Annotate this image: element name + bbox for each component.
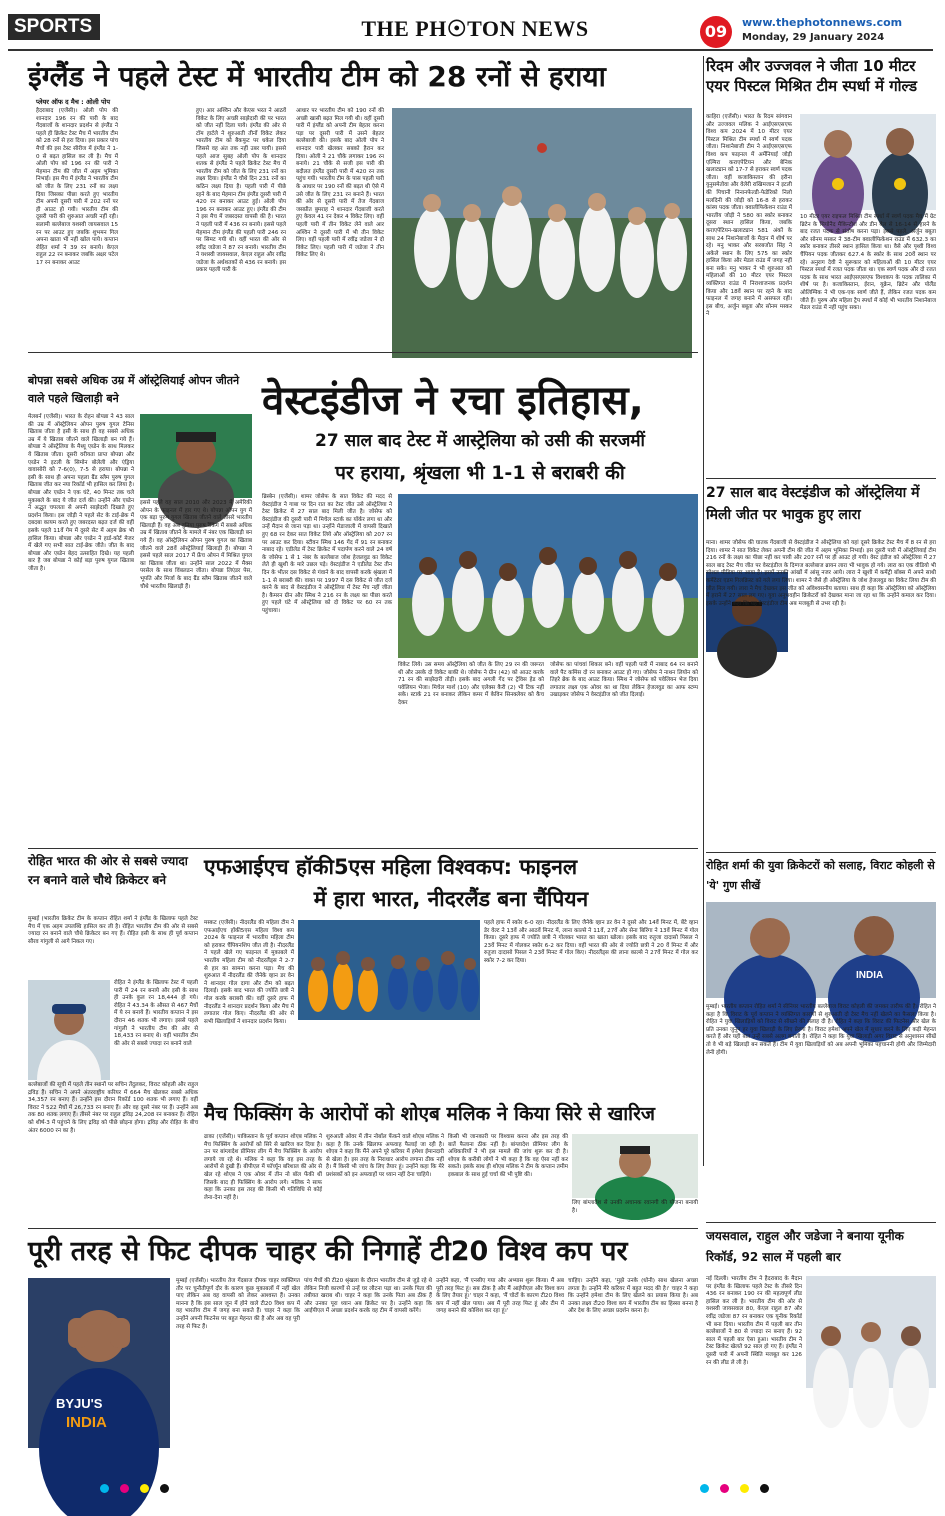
masthead-logo: THE PH☉TON NEWS [361,16,589,41]
england-headline: इंग्लैंड ने पहले टेस्ट में भारतीय टीम को 28 रनों से हराया [28,60,606,93]
westindies-col-3: जोसेफ का पांचवां शिकार बने। वहीं पहली पारी में नाबाद 64 रन बनाने वाले पैट कमिंस दो रन बनाकर आउट हो गए। जोसेफ ने नाथन लियोन को तिहरे ब्रेक के बाद आउट किया। स्मिथ ने जोसेफ को पवेलियन भेज दिया लगातार लक्ष्य एक ओवर का था दिया लेकिन हेजलवुड का आफ स्टम्प उखाड़कर जोसेफ ने वेस्टइंडीज को जीत दिलाई। [550,662,698,699]
england-col-3: आधार पर भारतीय टीम को 190 रनों की अच्छी खासी बढ़त मिल गयी थी। वहीं दूसरी पारी में इंग्लैंड को अपनी टीम बेहतर करना पड़ा पर दूसरी पारी में उसने बेहतर बल्लेबाजी की। इसके बाद ओली पोप ने शानदार पारी खेलकर सबको हैरान कर दिया। ओली ने 21 चौके लगाकर 196 रन बनाये। 21 चौके से सजी इस पारी की बदौलत इंग्लैंड दूसरी पारी में 420 रन तक पहुंच गयी। भारतीय टीम के पास पहली पारी के आधार पर 190 रनों की बढ़त थी ऐसे में उसे जीत के लिए 231 रन बनाने हैं। भारत की ओर से दूसरी पारी में तेज गेंदबाज जसप्रीत बुमराह ने शानदार गेंदबाजी करते हुए केवल 41 रन देकर 4 विकेट लिए। वहीं पहली पारी में तीन विकेट लेने वाले आर अश्विन ने दूसरी पारी में भी तीन विकेट लिए। वहीं पहली पारी में रवींद्र जडेजा ने दो विकेट लिए। पहली पारी में जडेजा ने तीन विकेट लिए थे। [296,108,384,259]
cyan-mark-icon [700,1484,709,1493]
england-col-1: हैदराबाद (एजेंसी)। ओली पोप की शानदार 196 रन की पारी के बाद गेंदबाजों के शानदार प्रदर्शन से इंग्लैंड ने पहले ही क्रिकेट टेस्ट मैच में भारतीय टीम को 28 रनों से हरा दिया। इस प्रकार पांच मैचों की इस टेस्ट सीरीज में इंग्लैंड ने 1-0 से बढ़त हासिल कर ली है। मैच में ओली पोप को 196 रन की पारी ने मेहमान टीम की जीत में अहम भूमिका निभाई। इस मैच में इंग्लैंड ने भारतीय टीम को जीत के लिए 231 रनों का लक्ष्य दिया जिसका पीछा करते हुए भारतीय टीम अपनी दूसरी पारी में 202 रनों पर ही आउट हो गयी। भारतीय टीम की दूसरी पारी की शुरुआत अच्छी नहीं रही। सलामी बल्लेबाज यशस्वी जायसवाल 15 रन पर आउट हुए जबकि शुभमन गिल अपना खाता भी नहीं खोल पाये। कप्तान रोहित शर्मा ने 39 रन बनाये। केएल राहुल 22 रन बनाकर जबकि अक्षर पटेल 17 रन बनाकर आउट [36,108,118,266]
jaiswal-trio-photo [806,1276,936,1388]
westindies-col-2: विकेट लिये। उस समय ऑस्ट्रेलिया को जीत के लिए 29 रन की जरूरत थी और उसके दो विकेट बाकी थे। जोसेफ ने ग्रीन (42) को आउट करके 71 रन की साझेदारी तोड़ी। इसके बाद अगली गेंद पर ट्रेविस हेड को पवेलियन भेजा। मिचेल मार्श (10) और एलेक्स कैरी (2) भी टिक नहीं सके। स्टार्क 21 रन बनाकर लेकिन कमर में केविन सिनक्लेयर को कैच देकर [398,662,544,706]
rohit-record-body: बल्लेबाजों की सूची में पहले तीन स्थानों पर सचिन तेंदुलकर, विराट कोहली और राहुल द्रविड़ हैं। सचिन ने अपने अंतरराष्ट्रीय करियर में 664 मैच खेलकर सबसे अधिक 34,357 रन बनाए हैं। उन्होंने इस दौरान रिकॉर्ड 100 शतक भी लगाए हैं। वहीं विराट ने 522 मैचों में 26,733 रन बनाए हैं। और वह दूसरे नंबर पर हैं। उन्होंने अब तक 80 शतक लगाए हैं। तीसरे नंबर पर राहुल द्रविड़ 24,208 रन बनाकर हैं। रोहित को शीर्ष-3 में पहुंचने के लिए द्रविड़ को पीछे छोड़ना होगा। द्रविड़ और रोहित के बीच अंतर 6000 रन का है। [28,1082,198,1134]
chahar-col-3: उन्होंने कहा, 'मैं एनसीए गया और अभ्यास शुरू किया। मैं अब पूरी तरह फिट हूं। सब ठीक है और मैं आईपीएल और विश्व कप के लिए तैयार हूं।' चाहर ने कहा, 'मैं चोटों के कारण टी20 विश्व कप में नहीं खेल पाया। अब मैं पूरी तरह फिट हूं और टीम में जगह बनाने की कोशिश कर रहा हूं।' [436,1278,564,1315]
chahar-jersey-country: INDIA [66,1414,107,1431]
shoaib-headline: मैच फिक्सिंग के आरोपों को शोएब मलिक ने किया सिरे से खारिज [204,1103,655,1125]
color-registration-marks-right [700,1478,775,1497]
yellow-mark-icon [140,1484,149,1493]
shooters-photo [800,114,936,210]
westindies-col-1: ब्रिस्बेन (एजेंसी)। शामर जोसेफ के सात विकेट की मदद से वेस्टइंडीज ने गाबा पर दिन रात का टेस्ट जीत उसे ऑस्ट्रेलिया ने टेस्ट क्रिकेट में 27 साल बाद मिली जीत है। जोसेफ को वेस्टइंडीज की दूसरी पारी में मिचेल स्टार्क का यॉर्कर लगा था और उन्हें मैदान से जाना पड़ा था। उन्होंने मेडाजाली में वापसी दिखाते हुए 68 रन देकर सात विकेट लिये और ऑस्ट्रेलिया को 207 रन पर आउट कर दिया। स्टीवन स्मिथ 146 गेंद में 91 रन बनाकर नाबाद रहे। एडीलेड में टेस्ट क्रिकेट में पदार्पण करने वाले 24 वर्ष के जोसेफ 1 से 1 नंबर के बल्लेबाज जोश हेजलवुड का विकेट लेते ही खुशी के मारे उछल पड़े। वेस्टइंडीज ने एडीलेड टेस्ट तीन दिन के भीतर दस विकेट से गंवाने के बाद वापसी करके श्रृंखला में 1-1 से बराबरी की। वाका पर 1997 में दस विकेट से जीत दर्ज करने के बाद से वेस्टइंडीज ने ऑस्ट्रेलिया में टेस्ट मैच नहीं जीता है। कैमरन ग्रीन और स्मिथ ने 216 रन के लक्ष्य का पीछा करते हुए पहले घंटे में ऑस्ट्रेलिया को दो विकेट पर 60 रन तक पहुंचाया। [262,494,392,614]
rohit-record-side: रोहित ने इंग्लैंड के खिलाफ टेस्ट में पहली पारी में 24 रन बनाये और इसी के साथ ही उनके कुल रन 18,444 हो गये। रोहित ने 43.34 के औसत से 467 मैचों में ये रन बनाये हैं। भारतीय कप्तान ने इस दौरान 46 शतक भी लगाए। इससे पहले गांगुली ने भारतीय टीम की ओर से 18,433 रन बनाए थे। वहीं भारतीय टीम की ओर से सबसे ज्यादा रन बनाने वाले [114,980,198,1047]
hockey-headline-1: एफआईएच हॉकी5एस महिला विश्वकप: फाइनल [204,855,578,879]
issue-date: Monday, 29 January 2024 [742,32,885,43]
jaiswal-body: नई दिल्ली। भारतीय टीम ने हैदराबाद के मैदान पर इंग्लैंड के खिलाफ पहले टेस्ट के तीसरे दिन 436 रन बनाकर 190 रन की महत्वपूर्ण लीड हासिल कर ली है। भारतीय टीम की ओर से यशस्वी जायसवाल 80, केएल राहुल 87 और रवींद्र जडेजा 87 रन बनाकर एक यूनीक रिकॉर्ड भी बना दिया। भारतीय टीम में पहली बार तीन बल्लेबाजों ने 80 से ज्यादा रन बनाए हैं। 92 साल में पहली बार ऐसा हुआ। भारतीय टीम ने टेस्ट क्रिकेट खेलते 92 साल हो गए हैं। इंग्लैंड ने दूसरी पारी में अपनी स्थिति मजबूत कर 126 रन की लीड ले ली है। [706,1276,802,1366]
rohit-advice-body: मुम्बई। भारतीय कप्तान रोहित शर्मा ने सीनियर भारतीय बल्लेबाज विराट कोहली की जमकर तारीफ की है। रोहित ने कहा है कि विराट के पूर्व कप्तान ने व्यक्तिगत कारणों से शुरुआती दो टेस्ट मैच नहीं खेलने का फैसला किया है। रोहित ने युवा खिलाड़ियों को विराट से सीखने की सलाह दी है। रोहित ने कहा कि विराट की फिटनेस और खेल के प्रति उनका जुनून हर युवा खिलाड़ी के लिए प्रेरणा है। विराट हमेशा अपने खेल में सुधार करने के लिए कड़ी मेहनत करते हैं और यही बात उन्हें सबसे अलग बनाती है। रोहित ने कहा कि युवा खिलाड़ी अगर विराट से अनुशासन सीखें तो वे भी बड़े खिलाड़ी बन सकते हैं। टीम में युवा खिलाड़ियों को अब अपनी भूमिका पहचाननी होगी और जिम्मेदारी लेनी होगी। [706,1004,936,1056]
rohit-photo [28,980,110,1080]
column-rule [703,56,704,1166]
chahar-col-2: पांच मैचों की टी20 श्रृंखला के दौरान भारतीय टीम से जुड़े रहे थे लेकिन निजी कारणों से उन्हें घर लौटना पड़ा था। उनके पिता की तबीयत खराब थी। चाहर ने कहा कि उनके पिता अब ठीक हैं और उनका पूरा ध्यान अब क्रिकेट पर है। उन्होंने कहा कि आईपीएल में अच्छा प्रदर्शन करके वह टीम में वापसी करेंगे। [304,1278,432,1315]
shoaib-col-4: लिए बांग्लादेश से उनकी अचानक रवानगी की योजना बनायी है। [572,1200,698,1214]
westindies-subhead-1: 27 साल बाद टेस्ट में आस्ट्रेलिया को उसी की सरजमीं [315,431,645,451]
header-rule [8,49,933,51]
bopanna-photo [140,414,252,498]
rohit-advice-headline: रोहित शर्मा की युवा क्रिकेटरों को सलाह, विराट कोहली से 'ये' गुण सीखें [706,859,935,892]
rohit-record-intro: मुम्बई (भारतीय क्रिकेट टीम के कप्तान रोहित शर्मा ने इंग्लैंड के खिलाफ पहले टेस्ट मैच में एक अहम उपलब्धि हासिल कर ली है। रोहित भारतीय टीम की ओर से सबसे ज्यादा रन बनाने वाले चौथे क्रिकेटर बन गए हैं। रोहित इसी के साथ ही पूर्व कप्तान सौरव गांगुली से आगे निकल गए। [28,916,198,945]
chahar-col-1: मुम्बई (एजेंसी)। भारतीय तेज गेंदबाज दीपक चाहर व्यक्तिगत तौर पर चुनौतीपूर्ण दौर के कारण कुछ मुकाबलों में नहीं खेल पाए लेकिन अब वह वापसी को लेकर आश्वस्त हैं। उनका मानना है कि इस साल जून में होने वाले टी20 विश्व कप में वह भारतीय टीम में जगह बना सकते हैं। चाहर ने कहा कि उन्होंने अपनी फिटनेस पर बहुत मेहनत की है और अब वह पूरी तरह से फिट हैं। [176,1278,300,1330]
shooting-body-left: काहिरा (एजेंसी)। भारत के रिदम सांगवान और उज्जवल मलिक ने आईएसएसएफ विश्व कप 2024 में 10 मीटर एयर पिस्टल मिश्रित टीम स्पर्धा में स्वर्ण पदक जीता। निशानेबाजी टीम ने आईएसएसएफ विश्व कप फाइनल में अर्मेनियाई जोड़ी एल्मिरा कराएपेटियन और बेनिक खलाट्यान को 17-7 से हराकर स्वर्ण पदक जीता। वहीं कजाकिस्तान की इरीना युनुसमेतोवा और वेलेरी राखिमजान ने इटली की पिचानी निनानफेल्डी-फेडेरिको निलो मलदिनी की जोड़ी को 16-8 से हराकर कांस्य पदक जीता। क्वालीफिकेशन राउंड में भारतीय जोड़ी ने 580 का स्कोर बनाकर दूसरा स्थान हासिल किया, जबकि कराएपेटियन-खलाट्यान 581 अंकों के साथ 24 निशानेबाजों के मैदान में शीर्ष पर रहे। मनु भाकर और सरबजोत सिंह ने अकेले स्थान के लिए 575 का स्कोर हासिल किया और मेडल राउंड में जगह नहीं बना सके। मनु भाकर ने भी शुरुआत को महिलाओं की 10 मीटर एयर पिस्टल व्यक्तिगत राउंड में निराशाजनक प्रदर्शन किया और 18वें स्थान पर रहने के बाद फाइनल में जगह बनाने में असफल रहीं। इस बीच, अर्जुन बबूता और सोनम मस्कर ने [706,114,793,318]
lara-headline: 27 साल बाद वेस्टइंडीज को ऑस्ट्रेलिया में मिली जीत पर भावुक हुए लारा [706,485,920,523]
shoaib-col-1: ढाका (एजेंसी)। पाकिस्तान के पूर्व कप्तान शोएब मलिक ने मैच फिक्सिंग के आरोपों को सिरे से खारिज कर दिया है। उन पर बांग्लादेश प्रीमियर लीग में मैच फिक्सिंग के आरोप लगाये जा रहे थे। मलिक ने कहा कि वह इस तरह के आरोपों से दुखी हैं। बीपीएल में फॉर्च्यून बरिशाल की ओर से खेल रहे शोएब ने एक ओवर में तीन नो बॉल फेंकी थीं जिसके बाद ही फिक्सिंग के आरोप लगे। मलिक ने साफ कहा कि उनका इस तरह की किसी भी गतिविधि से कोई लेना-देना नहीं है। [204,1134,322,1201]
black-mark-icon [760,1484,769,1493]
shoaib-photo [572,1134,698,1198]
west-indies-team-photo [398,494,698,658]
shoaib-col-3: किसी भी जानकारी पर विश्वास करना और इस तरह की बातें फैलाना ठीक नहीं है। बांग्लादेश प्रीमियर लीग के अधिकारियों ने भी इस मामले की जांच शुरू कर दी है। शोएब के करीबी लोगों ने भी कहा है कि वह ऐसा नहीं कर सकते। इसके साथ ही शोएब मलिक ने टीम के कप्तान तमीम इकबाल के साथ हुई चर्चा की भी पुष्टि की। [448,1134,568,1178]
rohit-kohli-photo [706,902,936,998]
magenta-mark-icon [720,1484,729,1493]
divider [28,352,698,353]
chahar-col-4: चाहिए। उन्होंने कहा, 'मुझे उनके (धोनी) साथ खेलना अच्छा लगता है। उन्होंने मेरे करियर में बहुत मदद की है।' चाहर ने कहा कि उन्होंने हमेशा टीम के लिए खेलने का प्रयास किया है। अब उनका लक्ष्य टी20 विश्व कप में भारतीय टीम का हिस्सा बनना है और देश के लिए अच्छा प्रदर्शन करना है। [568,1278,698,1315]
chahar-jersey-brand: BYJU'S [56,1396,103,1411]
rohit-record-headline: रोहित भारत की ओर से सबसे ज्यादा रन बनाने वाले चौथे क्रिकेटर बने [28,854,188,887]
cyan-mark-icon [100,1484,109,1493]
lara-body-text: माना। शामर जोसेफ की घातक गेंदबाजी से वेस्टइंडीज ने ऑस्ट्रेलिया को यहां दूसरे क्रिकेट टेस्ट मैच में 8 रन से हरा दिया। शामर ने सात विकेट लेकर अपनी टीम की जीत में अहम भूमिका निभाई। इस दूसरी पारी में ऑस्ट्रेलियाई टीम 216 रनों के लक्ष्य का पीछा नहीं कर पायी और 207 रनों पर ही आउट हो गयी। वेस्ट इंडीज को ऑस्ट्रेलिया में 27 साल बाद टेस्ट मैच जीत पर वेस्टइंडीज के दिग्गज बल्लेबाज ब्रायन लारा भी भावुक हो गये। लारा का एक वीडियो भी सोशल मीडिया पर आया है। इसमें उनकी आंखों में आंसू नजर आये। लारा ने खुशी में कमेंट्री बॉक्स में अपने साथी कमेंटेटर एडम गिलक्रिस्ट को गले लगा लिया। शामर ने जैसे ही ऑस्ट्रेलिया के जोश हेजलवुड का विकेट लिया टीम की जीत मिल गयी। लारा ने मैच देखकर इस जीत को अविश्वसनीय बताया। साथ ही कहा कि ऑस्ट्रेलिया को ऑस्ट्रेलिया में हराने में 27 साल लग गए। युवा अनुभवहीन क्रिकेटरों को देखकर माना जा रहा था कि उन्होंने कमाल कर दिया। इसके उन्होंने कहा कि यह वेस्टइंडीज टीम अब मजबूती से उभर रही है। [706,540,936,607]
england-col-2: हुए। आर अश्विन और केएस भरत ने आठवें विकेट के लिए अच्छी साझेदारी की पर भारत को जीत नहीं दिला पाये। इंग्लैंड की ओर से टॉम हार्टले ने शुरुआती तीनों विकेट लेकर भारतीय टीम को बैकफुट पर धकेल दिया जिससे वह अंत तक नहीं उबर पायी। इससे पहले आज सुबह ओली पोप के शानदार शतक से इंग्लैंड ने पहले क्रिकेट टेस्ट मैच में भारतीय टीम को जीत के लिए 231 रनों का लक्ष्य दिया। इंग्लैंड ने चौथे दिन 231 रनों का कठिन लक्ष्य दिया है। पहली पारी में पीछे रहने के बाद मेहमान टीम इंग्लैंड दूसरी पारी में 420 रन बनाकर आउट हुई। ओली पोप 196 रन बनाकर आउट हुए। इंग्लैंड की टीम ने इस मैच में जबरदस्त वापसी की है। भारत ने पहली पारी में 436 रन बनाये। इससे पहले मेहमान टीम इंग्लैंड की पहली पारी 246 रन पर सिमट गयी थी। वहीं भारत की ओर से रवींद्र जडेजा ने 87 रन बनाये। भारतीय टीम ने यशस्वी जायसवाल, केएल राहुल और रवींद्र जडेजा के अर्धशतकों से 436 रन बनाये। इस प्रकार पहली पारी के [196,108,286,274]
magenta-mark-icon [120,1484,129,1493]
page-number-badge: 09 [700,16,732,48]
website-link[interactable]: www.thephotonnews.com [742,16,903,29]
section-tag: SPORTS [8,14,100,40]
divider [28,848,698,849]
black-mark-icon [160,1484,169,1493]
divider [706,478,936,479]
divider [28,1228,698,1229]
hockey-col-2: पहले हाफ में स्कोर 6-0 रहा। नीदरलैंड के लिए जैनेके व्हान डर वेन ने दूसरे और 14वें मिनट में, बेंटे व्हान डेर वेल्ट ने 13वें और आठवें मिनट में, लाना काल्से ने 11वें, 27वें और सेना बिरिंगा ने 13वें मिनट में गोल किया। दूसरे हाफ में ज्योति छत्री ने गोलकर भारत का खाता खोला। इसके बाद रुतुजा दादासो पिसल ने 23वें मिनट में गोलकर स्कोर 6-2 कर दिया। वहीं भारत की ओर से ज्योति छत्री ने 20 वें मिनट में और रुतुजा दादासो पिसल ने 23वें मिनट में गोल किए। नीदरलैंड्स की लाना काल्से ने 27वें मिनट में गोल कर स्कोर 7-2 कर दिया। [484,920,698,964]
divider [706,1222,936,1223]
bopanna-headline: बोपन्ना सबसे अधिक उम्र में ऑस्ट्रेलियाई ओपन जीतने वाले पहले खिलाड़ी बने [28,374,240,405]
hockey-headline-2: में हारा भारत, नीदरलैंड बना चैंपियन [313,887,589,911]
chahar-photo [28,1278,170,1448]
chahar-headline: पूरी तरह से फिट दीपक चाहर की निगाहें टी20 विश्व कप पर [28,1236,628,1267]
bopanna-col-1: मेलबर्न (एजेंसी)। भारत के रोहन बोपन्ना ने 43 साल की उम्र में ऑस्ट्रेलियन ओपन पुरुष युगल टेनिस खिताब जीता है इसी के साथ ही वह सबसे अधिक उम्र में ये खिताब जीतने वाले खिलाड़ी बन गये हैं। बोपन्ना ने ऑस्ट्रेलिया के मैथ्यू एब्डेन के साथ मिलकर ये खिताब जीता। दूसरी वरीयता प्राप्त बोपन्ना और एब्डेन ने इटली के सिमोन बोलेली और एंड्रिया वावासोरी को 7-6(0), 7-5 से हराया। बोपन्ना ने इसी के साथ ही अपना पहला ग्रैंड स्लैम पुरुष युगल खिताब जीत कर नया रिकॉर्ड भी हासिल कर लिया है। बोपन्ना और एब्डेन ने एक घंटे, 40 मिनट तक चले मुकाबले के बाद ये जीत दर्ज की। उन्होंने और एब्डेन ने अद्भुत चपलता से अपनी साझेदारी दिखाते हुए प्रदर्शन किया। इस जोड़ी ने पहले सेट के टाई-ब्रेक में दबदबा कायम करते हुए जबरदस्त बढ़त दर्ज की वहीं इसके पहले 11वें गेम में दूसरे सेट में अहम ब्रेक भी हासिल किया। बोपन्ना और एब्डेन ने हार्ड-कोर्ट मेजर में खेले गए सभी सात टाई-ब्रेक जीते। जीत के बाद बोपन्ना और एब्डेन बेहद उत्साहित दिखे। यह पहली बार है जब बोपन्ना ने कोई बड़ा पुरुष युगल खिताब जीता है। [28,414,134,572]
england-team-photo [392,108,692,358]
england-byline: प्लेयर ऑफ द मैच : ओली पोप [36,98,111,106]
bopanna-col-2: इससे पहले वह साल 2010 और 2023 में अमेरिकी ओपन के फाइनल में हार गए थे। बोपन्ना ओपन युग में एक बड़ा पुरुष युगल खिताब जीतने वाले तीसरे भारतीय खिलाड़ी हैं। वह अब दुनिया पुरुष रैंकिंग में सबसे अधिक उम्र में खिताब जीतने के मामले में नंबर एक खिलाड़ी बन गये हैं। वह ऑस्ट्रेलियन ओपन पुरुष युगल का खिताब जीतने वाले 28वें ऑस्ट्रेलियाई खिलाड़ी हैं। बोपन्ना ने इससे पहले साल 2017 में फ्रेंच ओपन में मिश्रित युगल का खिताब जीता था। उन्होंने साल 2022 में मैक्स परसेल के साथ विंबलडन जीता। बोपन्ना लिएंडर पेस, भूपति और मिर्जा के बाद ग्रैंड स्लैम खिताब जीतने वाले चौथे भारतीय खिलाड़ी हैं। [140,500,252,590]
lara-body [706,540,936,870]
yellow-mark-icon [740,1484,749,1493]
westindies-subhead-2: पर हराया, श्रृंखला भी 1-1 से बराबरी की [335,462,625,484]
hockey-team-photo [298,920,480,1020]
shooting-body-right: 10 मीटर एयर राइफल मिश्रित टीम स्पर्धा में स्वर्ण पदक मैच में ग्रेट ब्रिटेन के सियोनैद मैकिन्टोश और डीन बेल से 16-14 से हारने के बाद रजत पदक से संतोष करना पड़ा। इससे पहले, अर्जुन बबूता और सोनम मस्कर ने 38-टीम क्वालीफिकेशन राउंड में 632.3 का स्कोर बनाकर तीसरे स्थान हासिल किया था। वैसे और पृथ्वी विश्व चैंपियन पदक जीतकर 627.4 के स्कोर के साथ 20वें स्थान पर रहे। अनुराग देवी ने सुरूकार को महिलाओं की 10 मीटर एयर पिस्टल स्पर्धा में रजत पदक जीता था। एक स्वर्ण पदक और दो रजत पदक के साथ भारत आईएसएसएफ विश्वकप के पदक तालिका में शीर्ष पर है। कजाकिस्तान, ईरान, यूक्रेन, ब्रिटेन और पोलैंड ओलिम्पिक ने भी एक-एक स्वर्ण जीते हैं, लेकिन रजत पदक कम जीते हैं। पुरुष और महिला ट्रैप स्पर्धा में कोई भी भारतीय निशानेबाज मेडल राउंड में नहीं पहुंच सका। [800,214,936,312]
divider [706,852,936,853]
shooting-headline: रिदम और उज्जवल ने जीता 10 मीटर एयर पिस्टल मिश्रित टीम स्पर्धा में गोल्ड [706,57,918,95]
kohli-jersey-text: INDIA [856,970,884,981]
westindies-headline: वेस्टइंडीज ने रचा इतिहास, [262,378,644,424]
hockey-col-1: मस्कट (एजेंसी)। नीदरलैंड की महिला टीम ने एफआईएच हॉकी5एस महिला विश्व कप 2024 के फाइनल में भारतीय महिला टीम को हराकर चैंपियनशिप जीत ली है। नीदरलैंड ने पहले खेले गए फाइनल में मुकाबले में भारतीय महिला टीम को नीदरलैंड्स ने 2-7 से हार का सामना करना पड़ा। मैच की शुरुआत में नीदरलैंड की जैनेके व्हान डर वेन ने शानदार गोल दागा और टीम को बढ़त दिलाई। इसके बाद भारत की ज्योति छत्री ने गोल करके बराबरी की। वहीं दूसरे हाफ में नीदरलैंड ने शानदार प्रदर्शन किया और मैच में लगातार गोल किए। नीदरलैंड की ओर से सभी खिलाड़ियों ने शानदार प्रदर्शन किया। [204,920,294,1025]
color-registration-marks [100,1478,175,1497]
shoaib-col-2: शुरुआती ओवर में तीन नोबॉल फेंकने वाले शोएब मलिक ने कहा है कि उनके खिलाफ अफवाह फैलाई जा रही है। शोएब ने कहा कि मैंने अपने पूरे करियर में हमेशा ईमानदारी से खेला है। इस तरह के निराधार आरोप लगाना ठीक नहीं है। मैं किसी भी जांच के लिए तैयार हूं। उन्होंने कहा कि मेरे प्रशंसकों को इन अफवाहों पर ध्यान नहीं देना चाहिये। [326,1134,444,1178]
jaiswal-headline: जयसवाल, राहुल और जडेजा ने बनाया यूनीक रिकॉर्ड, 92 साल में पहली बार [706,1229,904,1264]
